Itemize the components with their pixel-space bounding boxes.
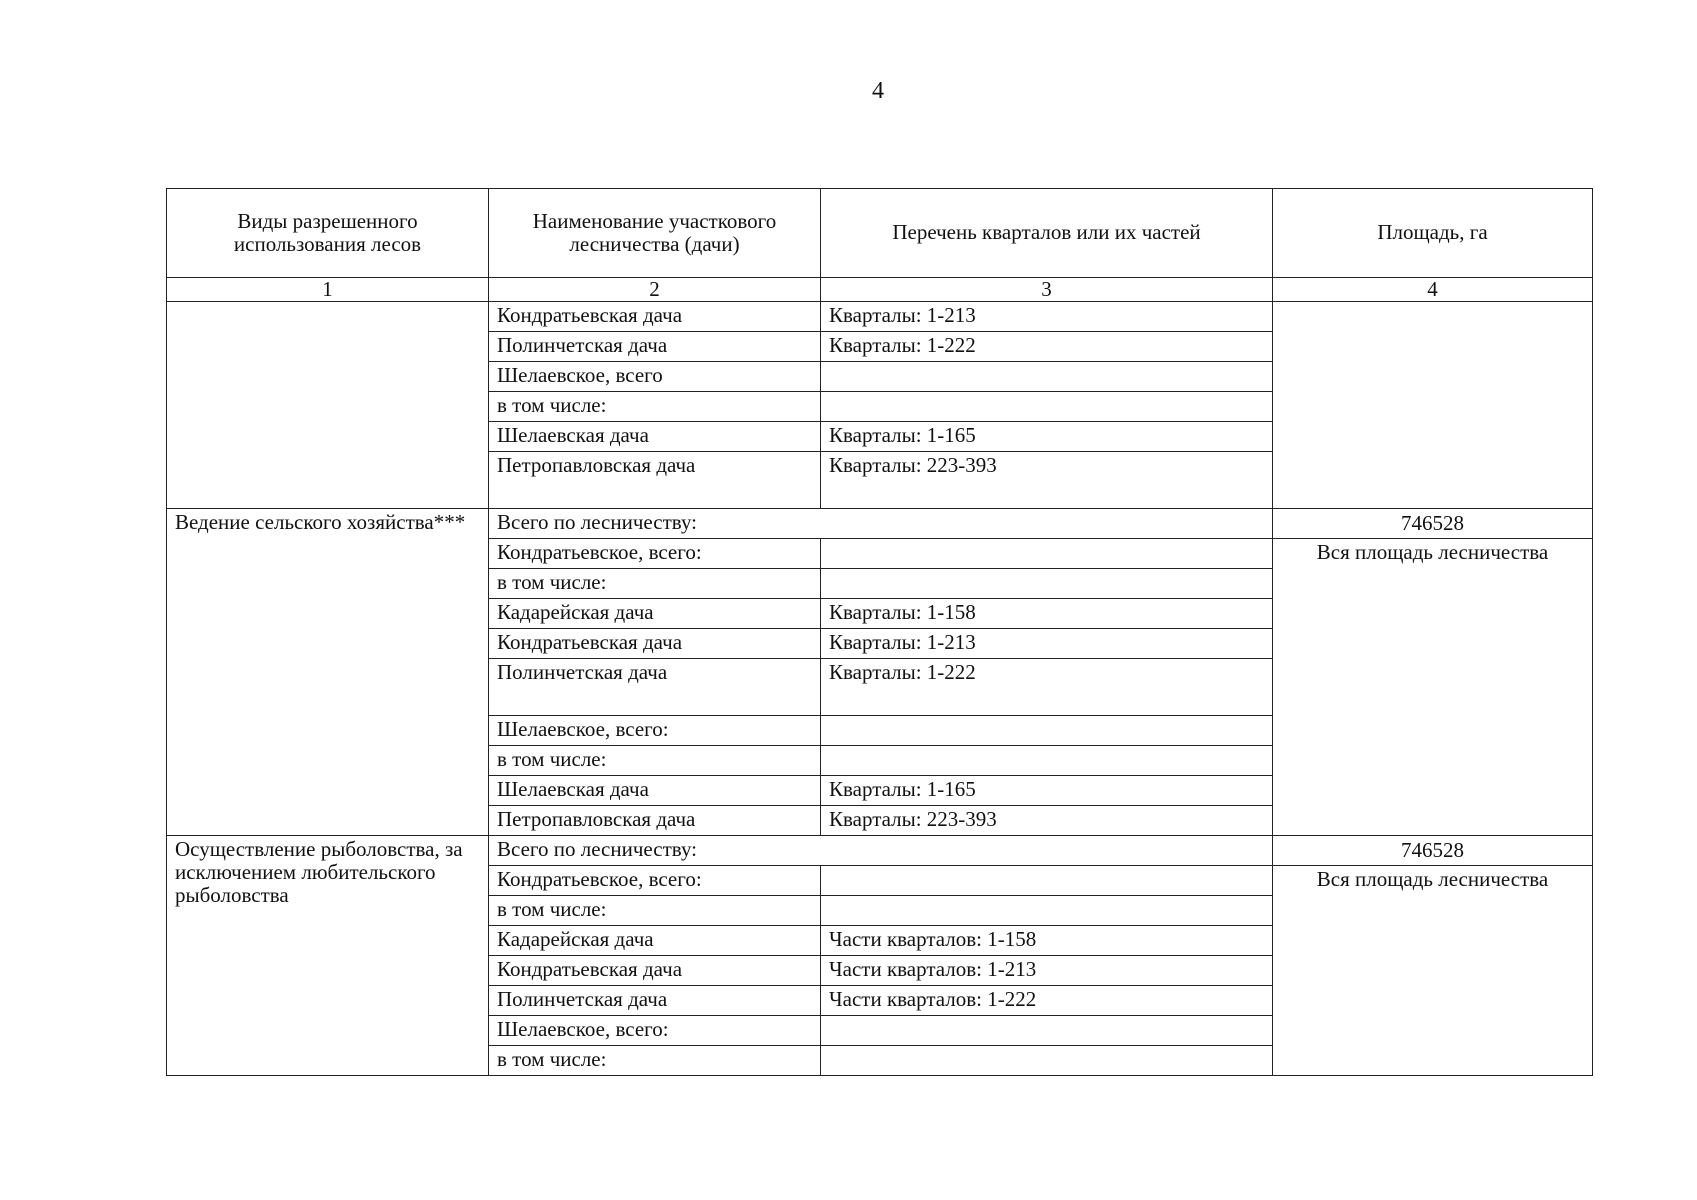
- column-number: 1: [167, 278, 489, 302]
- column-numbers-row: [167, 278, 1593, 302]
- district-name: Шелаевское, всего:: [489, 1016, 821, 1046]
- district-name: в том числе:: [489, 392, 821, 422]
- quarters: [821, 539, 1273, 569]
- district-name: в том числе:: [489, 746, 821, 776]
- district-name: в том числе:: [489, 569, 821, 599]
- district-name: Кондратьевская дача: [489, 302, 821, 332]
- total-label: Всего по лесничеству:: [489, 509, 1273, 539]
- use-type-cell: [167, 302, 489, 509]
- district-name: Шелаевская дача: [489, 776, 821, 806]
- table-row: [167, 509, 1593, 539]
- district-name: Шелаевская дача: [489, 422, 821, 452]
- total-area: 746528: [1273, 509, 1593, 539]
- total-area: 746528: [1273, 836, 1593, 866]
- quarters: Кварталы: 1-213: [821, 302, 1273, 332]
- quarters: Части кварталов: 1-222: [821, 986, 1273, 1016]
- quarters: Кварталы: 1-165: [821, 776, 1273, 806]
- total-label: Всего по лесничеству:: [489, 836, 1273, 866]
- quarters: Части кварталов: 1-158: [821, 926, 1273, 956]
- quarters: [821, 1016, 1273, 1046]
- header-row: [167, 189, 1593, 278]
- quarters: Кварталы: 1-222: [821, 659, 1273, 716]
- district-name: Кадарейская дача: [489, 926, 821, 956]
- area-note: Вся площадь лесничества: [1273, 539, 1593, 836]
- quarters: [821, 362, 1273, 392]
- header-quarters-list: Перечень кварталов или их частей: [821, 189, 1273, 278]
- quarters: [821, 746, 1273, 776]
- district-name: Кондратьевское, всего:: [489, 539, 821, 569]
- district-name: в том числе:: [489, 1046, 821, 1076]
- header-district-name: Наименование участкового лесничества (дачи): [489, 189, 821, 278]
- column-number: 2: [489, 278, 821, 302]
- header-area: Площадь, га: [1273, 189, 1593, 278]
- forest-use-table: [166, 188, 1593, 1076]
- quarters: Кварталы: 223-393: [821, 452, 1273, 509]
- area-note: Вся площадь лесничества: [1273, 866, 1593, 1076]
- use-type-agriculture: Ведение сельского хозяйства***: [167, 509, 489, 836]
- quarters: [821, 1046, 1273, 1076]
- district-name: Петропавловская дача: [489, 452, 821, 509]
- district-name: Полинчетская дача: [489, 986, 821, 1016]
- table-row: [167, 302, 1593, 332]
- district-name: Кондратьевская дача: [489, 629, 821, 659]
- district-name: Шелаевское, всего:: [489, 716, 821, 746]
- page-number: 4: [872, 78, 884, 104]
- column-number: 4: [1273, 278, 1593, 302]
- district-name: Кондратьевское, всего:: [489, 866, 821, 896]
- district-name: Кадарейская дача: [489, 599, 821, 629]
- quarters: [821, 716, 1273, 746]
- district-name: Полинчетская дача: [489, 332, 821, 362]
- column-number: 3: [821, 278, 1273, 302]
- district-name: в том числе:: [489, 896, 821, 926]
- table-row: [167, 836, 1593, 866]
- quarters: Части кварталов: 1-213: [821, 956, 1273, 986]
- quarters: [821, 569, 1273, 599]
- quarters: Кварталы: 1-165: [821, 422, 1273, 452]
- district-name: Шелаевское, всего: [489, 362, 821, 392]
- quarters: [821, 866, 1273, 896]
- district-name: Кондратьевская дача: [489, 956, 821, 986]
- quarters: [821, 392, 1273, 422]
- quarters: [821, 896, 1273, 926]
- district-name: Полинчетская дача: [489, 659, 821, 716]
- quarters: Кварталы: 1-222: [821, 332, 1273, 362]
- quarters: Кварталы: 223-393: [821, 806, 1273, 836]
- quarters: Кварталы: 1-213: [821, 629, 1273, 659]
- quarters: Кварталы: 1-158: [821, 599, 1273, 629]
- area-cell: [1273, 302, 1593, 509]
- use-type-fishing: Осуществление рыболовства, за исключением любительского рыболовства: [167, 836, 489, 1076]
- district-name: Петропавловская дача: [489, 806, 821, 836]
- header-use-type: Виды разрешенного использования лесов: [167, 189, 489, 278]
